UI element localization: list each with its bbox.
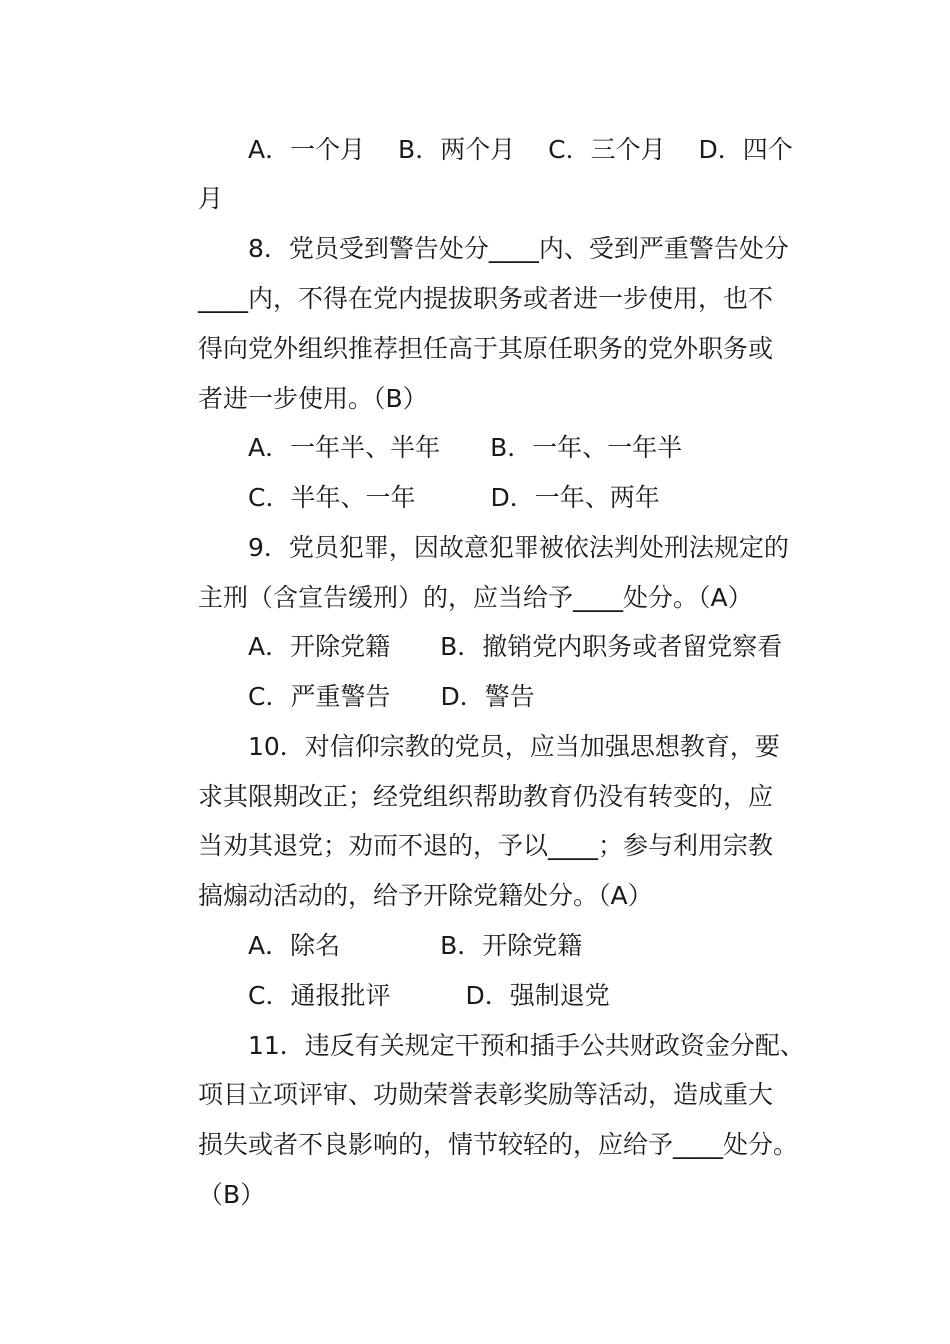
q8-options-line: A．一年半、半年 B．一年、一年半 [248,433,683,462]
q10-question-line: 当劝其退党；劝而不退的，予以____；参与利用宗教 [198,831,774,860]
q9-question-line: 9．党员犯罪，因故意犯罪被依法判处刑法规定的 [248,533,789,562]
q8-question-line: 8．党员受到警告处分____内、受到严重警告处分 [248,234,789,263]
q10-options-line: C．通报批评 D．强制退党 [248,981,610,1010]
q8-options-line: C．半年、一年 D．一年、两年 [248,483,660,512]
q9-question-line: 主刑（含宣告缓刑）的，应当给予____处分。（A） [198,583,753,612]
q11-question-line: 11．违反有关规定干预和插手公共财政资金分配、 [248,1031,805,1060]
q10-options-line: A．除名 B．开除党籍 [248,931,583,960]
q7-options-line: A．一个月 B．两个月 C．三个月 D．四个 [248,135,793,164]
q11-question-line: 损失或者不良影响的，情节较轻的，应给予____处分。 [198,1130,799,1159]
q9-options-line: C．严重警告 D．警告 [248,682,535,711]
q10-question-line: 搞煽动活动的，给予开除党籍处分。（A） [198,881,653,910]
q11-answer-line: （B） [198,1180,266,1209]
q10-question-line: 10．对信仰宗教的党员，应当加强思想教育，要 [248,732,780,761]
q11-question-line: 项目立项评审、功勋荣誉表彰奖励等活动，造成重大 [198,1080,774,1109]
q8-question-line: 得向党外组织推荐担任高于其原任职务的党外职务或 [198,334,774,363]
q9-options-line: A．开除党籍 B．撤销党内职务或者留党察看 [248,632,783,661]
q10-question-line: 求其限期改正；经党组织帮助教育仍没有转变的，应 [198,782,774,811]
q8-question-line: 者进一步使用。（B） [198,384,428,413]
q8-question-line: ____内，不得在党内提拔职务或者进一步使用，也不 [198,284,774,313]
q7-options-continuation: 月 [198,184,224,213]
